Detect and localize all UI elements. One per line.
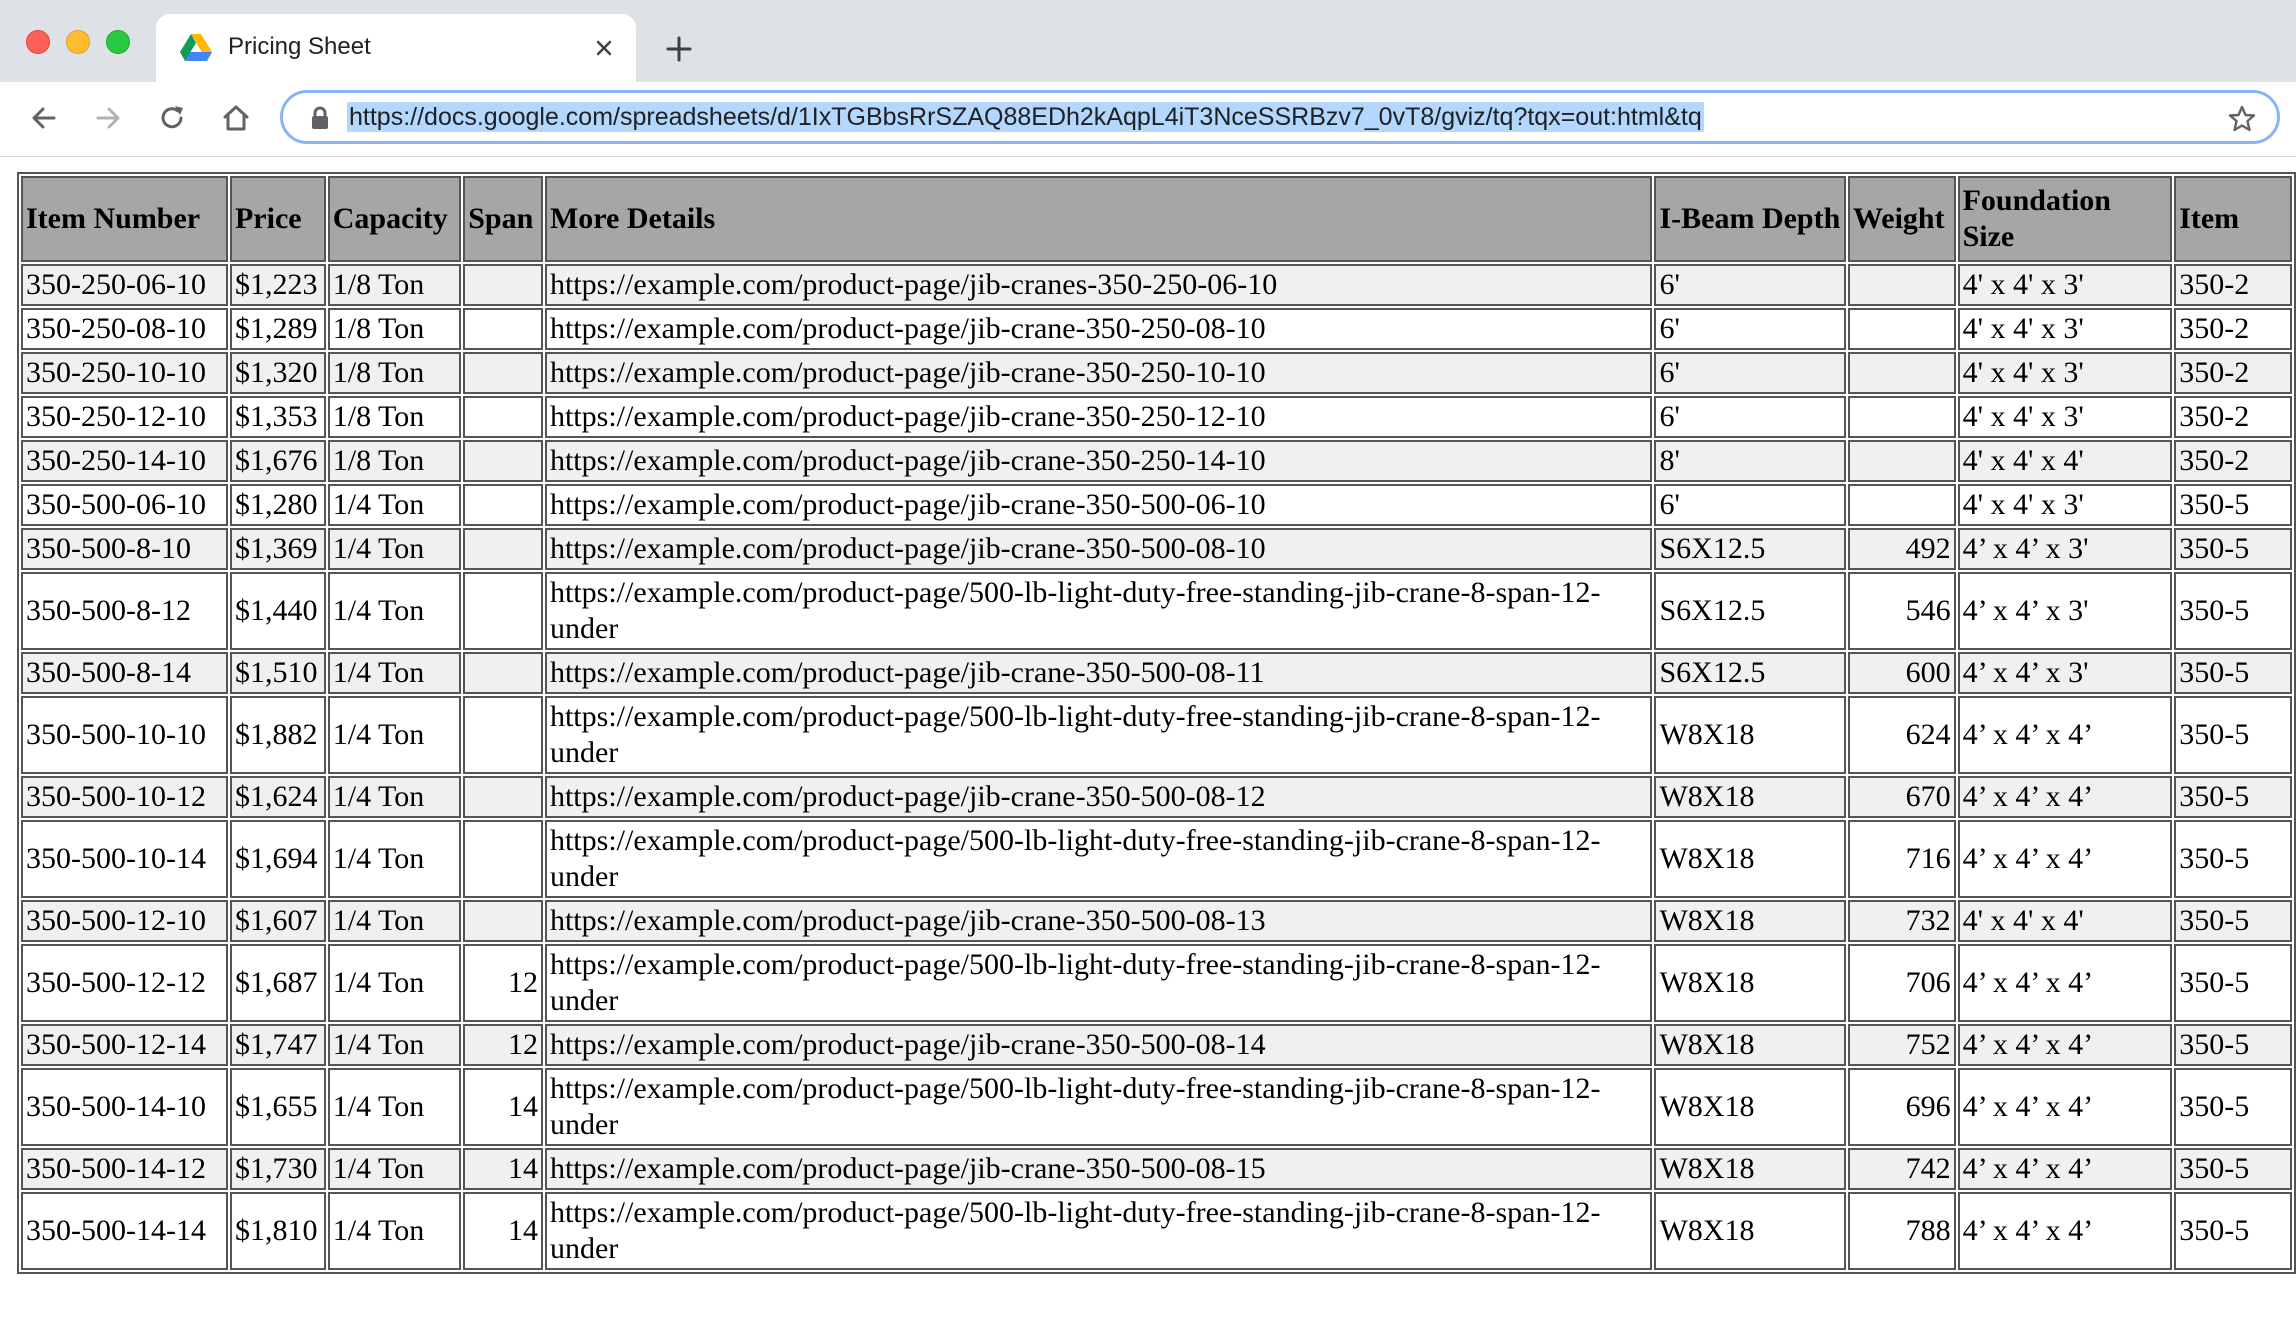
table-row <box>21 264 2292 306</box>
item-cell: 350-5 <box>2174 776 2292 818</box>
weight-cell: 492 <box>1848 528 1956 570</box>
i-beam-depth-cell: S6X12.5 <box>1654 652 1845 694</box>
tab-strip <box>0 0 2296 82</box>
star-icon[interactable] <box>2227 104 2257 134</box>
minimize-window-button[interactable] <box>66 30 90 54</box>
span-cell <box>463 696 543 774</box>
capacity-cell: 1/4 Ton <box>328 652 461 694</box>
i-beam-depth-cell: W8X18 <box>1654 1024 1845 1066</box>
table-row <box>21 352 2292 394</box>
column-header-foundation-size: Foundation Size <box>1958 176 2173 262</box>
item-number-cell: 350-500-8-14 <box>21 652 228 694</box>
more-details-cell: https://example.com/product-page/jib-crane-350-500-08-15 <box>545 1148 1653 1190</box>
table-row <box>21 820 2292 898</box>
capacity-cell: 1/8 Ton <box>328 440 461 482</box>
span-cell <box>463 820 543 898</box>
item-number-cell: 350-500-14-10 <box>21 1068 228 1146</box>
table-row <box>21 484 2292 526</box>
foundation-size-cell: 4' x 4' x 4' <box>1958 440 2173 482</box>
column-header-price: Price <box>230 176 326 262</box>
price-cell: $1,882 <box>230 696 326 774</box>
capacity-cell: 1/8 Ton <box>328 352 461 394</box>
price-cell: $1,730 <box>230 1148 326 1190</box>
weight-cell <box>1848 396 1956 438</box>
price-cell: $1,223 <box>230 264 326 306</box>
table-row <box>21 572 2292 650</box>
table-row <box>21 1024 2292 1066</box>
column-header-item: Item <box>2174 176 2292 262</box>
table-row <box>21 1068 2292 1146</box>
reload-icon[interactable] <box>154 100 190 136</box>
item-cell: 350-5 <box>2174 1024 2292 1066</box>
capacity-cell: 1/8 Ton <box>328 308 461 350</box>
item-cell: 350-2 <box>2174 352 2292 394</box>
price-cell: $1,810 <box>230 1192 326 1270</box>
item-number-cell: 350-250-10-10 <box>21 352 228 394</box>
capacity-cell: 1/4 Ton <box>328 1068 461 1146</box>
column-header-capacity: Capacity <box>328 176 461 262</box>
i-beam-depth-cell: 6' <box>1654 308 1845 350</box>
foundation-size-cell: 4’ x 4’ x 3' <box>1958 572 2173 650</box>
weight-cell: 696 <box>1848 1068 1956 1146</box>
table-row <box>21 440 2292 482</box>
page-content <box>0 157 2296 1342</box>
span-cell <box>463 308 543 350</box>
capacity-cell: 1/4 Ton <box>328 1148 461 1190</box>
span-cell: 14 <box>463 1192 543 1270</box>
span-cell <box>463 776 543 818</box>
item-number-cell: 350-500-8-12 <box>21 572 228 650</box>
i-beam-depth-cell: W8X18 <box>1654 1148 1845 1190</box>
span-cell <box>463 396 543 438</box>
weight-cell <box>1848 484 1956 526</box>
weight-cell: 788 <box>1848 1192 1956 1270</box>
span-cell <box>463 440 543 482</box>
price-cell: $1,694 <box>230 820 326 898</box>
plus-icon[interactable] <box>662 32 696 66</box>
more-details-cell: https://example.com/product-page/jib-crane-350-500-08-11 <box>545 652 1653 694</box>
column-header-weight: Weight <box>1848 176 1956 262</box>
close-icon[interactable] <box>590 34 618 62</box>
item-number-cell: 350-500-10-10 <box>21 696 228 774</box>
foundation-size-cell: 4’ x 4’ x 3' <box>1958 652 2173 694</box>
table-row <box>21 1192 2292 1270</box>
foundation-size-cell: 4' x 4' x 3' <box>1958 308 2173 350</box>
item-number-cell: 350-250-06-10 <box>21 264 228 306</box>
browser-toolbar <box>0 82 2296 157</box>
span-cell <box>463 264 543 306</box>
more-details-cell: https://example.com/product-page/jib-crane-350-250-12-10 <box>545 396 1653 438</box>
span-cell: 12 <box>463 1024 543 1066</box>
weight-cell: 732 <box>1848 900 1956 942</box>
item-number-cell: 350-500-12-10 <box>21 900 228 942</box>
weight-cell <box>1848 352 1956 394</box>
more-details-cell: https://example.com/product-page/jib-crane-350-500-08-14 <box>545 1024 1653 1066</box>
more-details-cell: https://example.com/product-page/500-lb-light-duty-free-standing-jib-crane-8-span-12-under <box>545 1192 1653 1270</box>
foundation-size-cell: 4' x 4' x 3' <box>1958 352 2173 394</box>
foundation-size-cell: 4’ x 4’ x 4’ <box>1958 1148 2173 1190</box>
more-details-cell: https://example.com/product-page/jib-crane-350-500-08-13 <box>545 900 1653 942</box>
i-beam-depth-cell: 6' <box>1654 352 1845 394</box>
price-cell: $1,624 <box>230 776 326 818</box>
column-header-i-beam-depth: I-Beam Depth <box>1654 176 1845 262</box>
more-details-cell: https://example.com/product-page/500-lb-light-duty-free-standing-jib-crane-8-span-12-under <box>545 944 1653 1022</box>
item-cell: 350-5 <box>2174 1148 2292 1190</box>
weight-cell: 670 <box>1848 776 1956 818</box>
item-cell: 350-5 <box>2174 572 2292 650</box>
weight-cell: 546 <box>1848 572 1956 650</box>
foundation-size-cell: 4' x 4' x 3' <box>1958 484 2173 526</box>
price-cell: $1,369 <box>230 528 326 570</box>
foundation-size-cell: 4’ x 4’ x 4’ <box>1958 1068 2173 1146</box>
item-number-cell: 350-500-14-12 <box>21 1148 228 1190</box>
foundation-size-cell: 4’ x 4’ x 4’ <box>1958 776 2173 818</box>
more-details-cell: https://example.com/product-page/500-lb-light-duty-free-standing-jib-crane-8-span-12-under <box>545 1068 1653 1146</box>
span-cell: 14 <box>463 1068 543 1146</box>
foundation-size-cell: 4’ x 4’ x 4’ <box>1958 1192 2173 1270</box>
item-cell: 350-5 <box>2174 484 2292 526</box>
item-cell: 350-2 <box>2174 396 2292 438</box>
url-text[interactable]: https://docs.google.com/spreadsheets/d/1IxTGBbsRrSZAQ88EDh2kAqpL4iT3NceSSRBzv7_0vT8/gviz/tq?tqx=out:html&tq <box>349 103 1702 131</box>
item-cell: 350-5 <box>2174 696 2292 774</box>
foundation-size-cell: 4’ x 4’ x 4’ <box>1958 696 2173 774</box>
address-bar[interactable] <box>280 90 2280 144</box>
item-cell: 350-5 <box>2174 1068 2292 1146</box>
price-cell: $1,747 <box>230 1024 326 1066</box>
item-cell: 350-5 <box>2174 820 2292 898</box>
price-cell: $1,655 <box>230 1068 326 1146</box>
price-cell: $1,289 <box>230 308 326 350</box>
tab-title: Pricing Sheet <box>228 33 371 60</box>
foundation-size-cell: 4' x 4' x 3' <box>1958 264 2173 306</box>
foundation-size-cell: 4’ x 4’ x 4’ <box>1958 944 2173 1022</box>
close-window-button[interactable] <box>26 30 50 54</box>
weight-cell <box>1848 264 1956 306</box>
capacity-cell: 1/4 Ton <box>328 944 461 1022</box>
item-number-cell: 350-500-10-14 <box>21 820 228 898</box>
capacity-cell: 1/4 Ton <box>328 528 461 570</box>
capacity-cell: 1/4 Ton <box>328 696 461 774</box>
foundation-size-cell: 4’ x 4’ x 3' <box>1958 528 2173 570</box>
foundation-size-cell: 4’ x 4’ x 4’ <box>1958 820 2173 898</box>
i-beam-depth-cell: 8' <box>1654 440 1845 482</box>
more-details-cell: https://example.com/product-page/jib-crane-350-250-10-10 <box>545 352 1653 394</box>
table-row <box>21 696 2292 774</box>
column-header-item-number: Item Number <box>21 176 228 262</box>
table-row <box>21 308 2292 350</box>
table-row <box>21 944 2292 1022</box>
price-cell: $1,687 <box>230 944 326 1022</box>
item-cell: 350-5 <box>2174 944 2292 1022</box>
span-cell <box>463 572 543 650</box>
span-cell <box>463 652 543 694</box>
lock-icon <box>309 106 331 130</box>
capacity-cell: 1/4 Ton <box>328 1192 461 1270</box>
table-row <box>21 776 2292 818</box>
span-cell <box>463 900 543 942</box>
i-beam-depth-cell: W8X18 <box>1654 1068 1845 1146</box>
pricing-table <box>17 172 2296 1274</box>
more-details-cell: https://example.com/product-page/jib-crane-350-250-14-10 <box>545 440 1653 482</box>
table-row <box>21 528 2292 570</box>
price-cell: $1,510 <box>230 652 326 694</box>
more-details-cell: https://example.com/product-page/500-lb-light-duty-free-standing-jib-crane-8-span-12-under <box>545 572 1653 650</box>
item-number-cell: 350-500-12-14 <box>21 1024 228 1066</box>
capacity-cell: 1/4 Ton <box>328 900 461 942</box>
maximize-window-button[interactable] <box>106 30 130 54</box>
foundation-size-cell: 4’ x 4’ x 4’ <box>1958 1024 2173 1066</box>
i-beam-depth-cell: W8X18 <box>1654 776 1845 818</box>
item-number-cell: 350-500-12-12 <box>21 944 228 1022</box>
table-row <box>21 1148 2292 1190</box>
item-number-cell: 350-250-14-10 <box>21 440 228 482</box>
i-beam-depth-cell: S6X12.5 <box>1654 528 1845 570</box>
price-cell: $1,320 <box>230 352 326 394</box>
weight-cell <box>1848 308 1956 350</box>
span-cell <box>463 528 543 570</box>
item-cell: 350-2 <box>2174 440 2292 482</box>
i-beam-depth-cell: W8X18 <box>1654 944 1845 1022</box>
capacity-cell: 1/4 Ton <box>328 820 461 898</box>
weight-cell: 706 <box>1848 944 1956 1022</box>
span-cell: 12 <box>463 944 543 1022</box>
price-cell: $1,280 <box>230 484 326 526</box>
capacity-cell: 1/4 Ton <box>328 484 461 526</box>
home-icon[interactable] <box>218 100 254 136</box>
table-body <box>21 264 2292 1270</box>
table-row <box>21 900 2292 942</box>
weight-cell <box>1848 440 1956 482</box>
capacity-cell: 1/8 Ton <box>328 396 461 438</box>
weight-cell: 742 <box>1848 1148 1956 1190</box>
span-cell <box>463 484 543 526</box>
forward-arrow-icon[interactable] <box>90 100 126 136</box>
item-number-cell: 350-500-06-10 <box>21 484 228 526</box>
more-details-cell: https://example.com/product-page/jib-crane-350-500-08-12 <box>545 776 1653 818</box>
i-beam-depth-cell: W8X18 <box>1654 900 1845 942</box>
item-cell: 350-5 <box>2174 528 2292 570</box>
weight-cell: 752 <box>1848 1024 1956 1066</box>
item-number-cell: 350-250-08-10 <box>21 308 228 350</box>
i-beam-depth-cell: W8X18 <box>1654 1192 1845 1270</box>
price-cell: $1,353 <box>230 396 326 438</box>
more-details-cell: https://example.com/product-page/jib-cranes-350-250-06-10 <box>545 264 1653 306</box>
weight-cell: 624 <box>1848 696 1956 774</box>
item-number-cell: 350-250-12-10 <box>21 396 228 438</box>
back-arrow-icon[interactable] <box>26 100 62 136</box>
item-cell: 350-2 <box>2174 264 2292 306</box>
i-beam-depth-cell: 6' <box>1654 396 1845 438</box>
more-details-cell: https://example.com/product-page/jib-crane-350-500-08-10 <box>545 528 1653 570</box>
item-cell: 350-5 <box>2174 1192 2292 1270</box>
i-beam-depth-cell: W8X18 <box>1654 820 1845 898</box>
browser-tab[interactable] <box>156 14 636 82</box>
price-cell: $1,676 <box>230 440 326 482</box>
i-beam-depth-cell: W8X18 <box>1654 696 1845 774</box>
item-cell: 350-5 <box>2174 900 2292 942</box>
more-details-cell: https://example.com/product-page/500-lb-light-duty-free-standing-jib-crane-8-span-12-under <box>545 820 1653 898</box>
foundation-size-cell: 4' x 4' x 3' <box>1958 396 2173 438</box>
span-cell: 14 <box>463 1148 543 1190</box>
item-number-cell: 350-500-10-12 <box>21 776 228 818</box>
capacity-cell: 1/4 Ton <box>328 1024 461 1066</box>
more-details-cell: https://example.com/product-page/jib-crane-350-250-08-10 <box>545 308 1653 350</box>
weight-cell: 600 <box>1848 652 1956 694</box>
table-row <box>21 396 2292 438</box>
weight-cell: 716 <box>1848 820 1956 898</box>
i-beam-depth-cell: S6X12.5 <box>1654 572 1845 650</box>
price-cell: $1,607 <box>230 900 326 942</box>
item-cell: 350-2 <box>2174 308 2292 350</box>
column-header-more-details: More Details <box>545 176 1653 262</box>
i-beam-depth-cell: 6' <box>1654 484 1845 526</box>
span-cell <box>463 352 543 394</box>
column-header-span: Span <box>463 176 543 262</box>
item-number-cell: 350-500-8-10 <box>21 528 228 570</box>
item-number-cell: 350-500-14-14 <box>21 1192 228 1270</box>
google-drive-icon <box>180 34 212 62</box>
header-row <box>21 176 2292 262</box>
price-cell: $1,440 <box>230 572 326 650</box>
i-beam-depth-cell: 6' <box>1654 264 1845 306</box>
table-row <box>21 652 2292 694</box>
item-cell: 350-5 <box>2174 652 2292 694</box>
capacity-cell: 1/4 Ton <box>328 776 461 818</box>
foundation-size-cell: 4' x 4' x 4' <box>1958 900 2173 942</box>
more-details-cell: https://example.com/product-page/500-lb-light-duty-free-standing-jib-crane-8-span-12-under <box>545 696 1653 774</box>
capacity-cell: 1/4 Ton <box>328 572 461 650</box>
more-details-cell: https://example.com/product-page/jib-crane-350-500-06-10 <box>545 484 1653 526</box>
capacity-cell: 1/8 Ton <box>328 264 461 306</box>
